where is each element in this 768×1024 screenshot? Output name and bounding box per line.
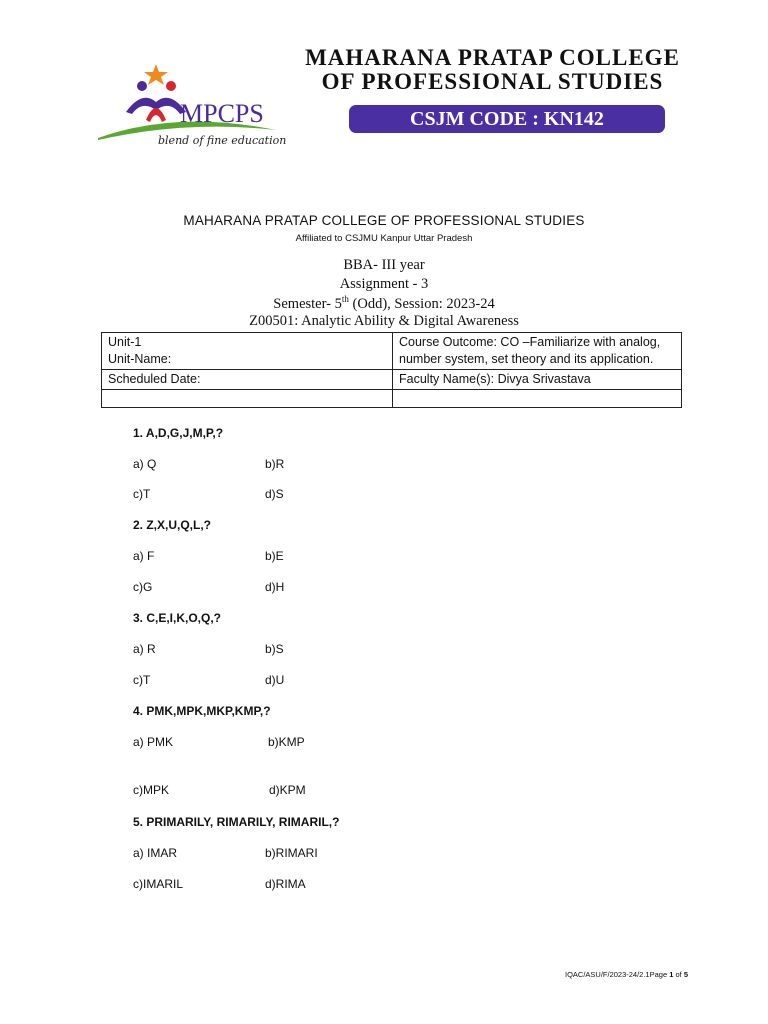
table-row	[102, 370, 682, 390]
header-title-line1: MAHARANA PRATAP COLLEGE	[305, 45, 680, 70]
faculty-cell: Faculty Name(s): Divya Srivastava	[393, 370, 682, 390]
logo-text: MPCPS	[180, 99, 264, 128]
table-row	[102, 390, 682, 408]
unit-name-label: Unit-Name:	[108, 352, 172, 366]
option-d: d)U	[265, 673, 285, 687]
code-badge: CSJM CODE : KN142	[349, 105, 665, 133]
page-footer	[565, 970, 688, 979]
page-total: 5	[683, 970, 688, 979]
option-c: c)T	[133, 487, 151, 501]
header-title	[270, 46, 715, 94]
page-of: of	[673, 970, 684, 979]
question-3: 3. C,E,I,K,O,Q,?	[133, 611, 222, 625]
semester-suffix: (Odd), Session: 2023-24	[348, 295, 495, 312]
affiliation: Affiliated to CSJMU Kanpur Uttar Pradesh	[295, 233, 473, 244]
semester-prefix: Semester- 5	[273, 295, 342, 312]
option-b: b)S	[265, 642, 284, 656]
header-title-line2: OF PROFESSIONAL STUDIES	[321, 69, 664, 94]
unit-cell	[102, 333, 393, 370]
option-a: a) PMK	[133, 735, 174, 749]
logo-tagline: blend of fine education	[158, 134, 286, 147]
option-a: a) Q	[133, 457, 157, 471]
option-a: a) F	[133, 549, 155, 563]
option-a: a) R	[133, 642, 156, 656]
option-d: d)H	[265, 580, 285, 594]
option-c: c)G	[133, 580, 153, 594]
question-2: 2. Z,X,U,Q,L,?	[133, 518, 212, 532]
college-logo	[96, 60, 286, 160]
college-name: MAHARANA PRATAP COLLEGE OF PROFESSIONAL STUDIES	[183, 213, 585, 228]
option-d: d)KPM	[269, 783, 306, 797]
option-b: b)KMP	[268, 735, 305, 749]
question-4: 4. PMK,MPK,MKP,KMP,?	[133, 704, 271, 718]
option-c: c)T	[133, 673, 151, 687]
option-c: c)IMARIL	[133, 877, 184, 891]
star-icon	[144, 64, 168, 85]
option-b: b)E	[265, 549, 284, 563]
page-label: Page	[649, 970, 670, 979]
program: BBA- III year	[343, 257, 425, 273]
question-1: 1. A,D,G,J,M,P,?	[133, 426, 224, 440]
option-b: b)R	[265, 457, 285, 471]
page-number: 1	[669, 970, 674, 979]
course-outcome-cell: Course Outcome: CO –Familiarize with analog, number system, set theory and its application.	[393, 333, 682, 370]
option-d: d)RIMA	[265, 877, 306, 891]
option-d: d)S	[265, 487, 284, 501]
semester-sup: th	[341, 294, 349, 304]
option-b: b)RIMARI	[265, 846, 318, 860]
table-row	[102, 333, 682, 370]
question-5: 5. PRIMARILY, RIMARILY, RIMARIL,?	[133, 815, 340, 829]
scheduled-date-cell: Scheduled Date:	[102, 370, 393, 390]
empty-cell	[393, 390, 682, 408]
info-table	[101, 332, 682, 408]
course-title: Z00501: Analytic Ability & Digital Awareness	[249, 313, 519, 329]
option-a: a) IMAR	[133, 846, 178, 860]
semester-session	[0, 294, 768, 313]
empty-cell	[102, 390, 393, 408]
assignment-title: Assignment - 3	[339, 276, 429, 292]
option-c: c)MPK	[133, 783, 169, 797]
unit-label: Unit-1	[108, 335, 142, 349]
footer-ref: IQAC/ASU/F/2023-24/2.1	[564, 970, 650, 979]
